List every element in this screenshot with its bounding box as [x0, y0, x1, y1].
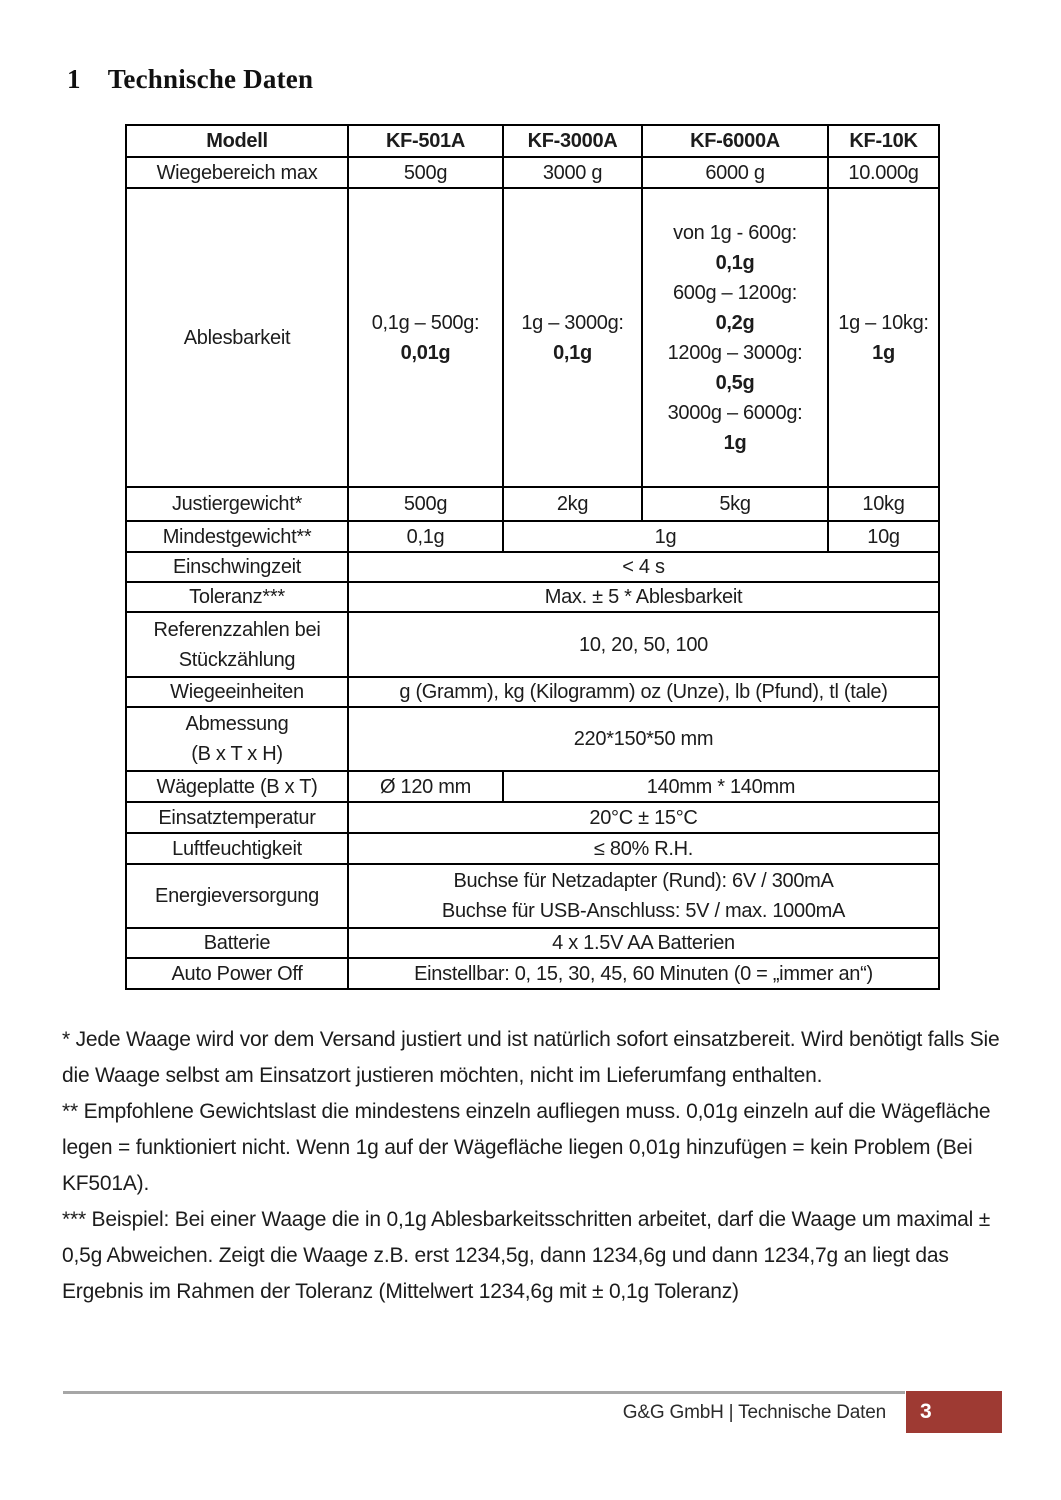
cell-mindestgewicht-kf3000a-kf6000a: 1g — [503, 521, 828, 552]
readability-value: 1g — [872, 341, 895, 364]
footnote-toleranz: *** Beispiel: Bei einer Waage die in 0,1g Ablesbarkeitsschritten arbeitet, darf die Waage um maximal ± 0,5g Abweichen. Zeigt die Waage z.B. erst 1234,5g, dann 1234,6g und dann 1234,7g an liegt das Ergebnis im Rahmen der Toleranz (Mittelwert 1234,6g mit ± 0,1g Toleranz) — [62, 1208, 991, 1303]
label-justiergewicht: Justiergewicht* — [126, 487, 348, 521]
header-cell-kf501a: KF-501A — [348, 125, 503, 157]
range-text: 1200g – 3000g: — [667, 341, 803, 364]
range-text: 3000g – 6000g: — [667, 401, 803, 424]
label-wiegeeinheiten: Wiegeeinheiten — [126, 677, 348, 707]
label-line: Stückzählung — [178, 648, 296, 671]
cell-justiergewicht-kf10k: 10kg — [828, 487, 939, 521]
footer-divider — [63, 1391, 905, 1394]
cell-mindestgewicht-kf10k: 10g — [828, 521, 939, 552]
cell-wiegeeinheiten-value: g (Gramm), kg (Kilogramm) oz (Unze), lb (Pfund), tl (tale) — [348, 677, 939, 707]
label-line: Abmessung — [185, 713, 289, 735]
label-waegeplatte: Wägeplatte (B x T) — [126, 771, 348, 802]
cell-wiegebereich-kf6000a: 6000 g — [642, 157, 828, 188]
row-einsatztemperatur — [126, 802, 939, 833]
cell-energieversorgung-value — [348, 864, 939, 928]
row-ablesbarkeit — [126, 188, 939, 487]
cell-justiergewicht-kf3000a: 2kg — [503, 487, 642, 521]
technical-data-table — [125, 124, 940, 990]
cell-auto-power-off-value: Einstellbar: 0, 15, 30, 45, 60 Minuten (0 = „immer an“) — [348, 958, 939, 989]
label-batterie: Batterie — [126, 928, 348, 958]
row-justiergewicht — [126, 487, 939, 521]
row-luftfeuchtigkeit — [126, 833, 939, 864]
row-abmessung — [126, 707, 939, 771]
label-mindestgewicht: Mindestgewicht** — [126, 521, 348, 552]
label-energieversorgung: Energieversorgung — [126, 864, 348, 928]
header-cell-kf6000a: KF-6000A — [642, 125, 828, 157]
label-luftfeuchtigkeit: Luftfeuchtigkeit — [126, 833, 348, 864]
readability-value: 0,5g — [715, 371, 755, 394]
cell-wiegebereich-kf10k: 10.000g — [828, 157, 939, 188]
readability-value: 0,2g — [715, 311, 755, 334]
label-einschwingzeit: Einschwingzeit — [126, 552, 348, 582]
cell-ablesbarkeit-kf501a — [348, 188, 503, 487]
readability-value: 0,01g — [400, 341, 451, 364]
footnote-mindestgewicht: ** Empfohlene Gewichtslast die mindestens einzeln aufliegen muss. 0,01g einzeln auf die Wägefläche legen = funktioniert nicht. Wenn 1g auf der Wägefläche liegen 0,01g hinzufügen = kein Problem (Bei KF501A). — [62, 1100, 991, 1195]
label-auto-power-off: Auto Power Off — [126, 958, 348, 989]
row-referenzzahlen — [126, 612, 939, 677]
cell-waegeplatte-others: 140mm * 140mm — [503, 771, 939, 802]
row-batterie — [126, 928, 939, 958]
cell-abmessung-value: 220*150*50 mm — [348, 707, 939, 771]
label-line: (B x T x H) — [191, 743, 283, 765]
range-text: 0,1g – 500g: — [371, 311, 480, 334]
footnote-justiergewicht: * Jede Waage wird vor dem Versand justiert und ist natürlich sofort einsatzbereit. Wird benötigt falls Sie die Waage selbst am Einsatzort justieren möchten, nicht im Lieferumfang enthalten. — [62, 1028, 1000, 1087]
section-number: 1 — [67, 64, 81, 94]
page-number-badge: 3 — [906, 1391, 1002, 1433]
footnotes-block — [62, 1022, 1004, 1310]
cell-mindestgewicht-kf501a: 0,1g — [348, 521, 503, 552]
row-wiegebereich — [126, 157, 939, 188]
footer-text: G&G GmbH | Technische Daten — [622, 1402, 886, 1423]
cell-ablesbarkeit-kf10k — [828, 188, 939, 487]
range-text: von 1g - 600g: — [673, 221, 797, 244]
row-mindestgewicht — [126, 521, 939, 552]
label-line: Referenzzahlen bei — [153, 618, 321, 641]
power-line-adapter: Buchse für Netzadapter (Rund): 6V / 300mA — [453, 870, 834, 892]
label-referenzzahlen — [126, 612, 348, 677]
range-text: 1g – 10kg: — [838, 311, 929, 334]
header-cell-modell: Modell — [126, 125, 348, 157]
cell-waegeplatte-kf501a: Ø 120 mm — [348, 771, 503, 802]
label-ablesbarkeit: Ablesbarkeit — [126, 188, 348, 487]
header-cell-kf3000a: KF-3000A — [503, 125, 642, 157]
label-wiegebereich: Wiegebereich max — [126, 157, 348, 188]
row-waegeplatte — [126, 771, 939, 802]
readability-value: 0,1g — [715, 251, 755, 274]
range-text: 1g – 3000g: — [521, 311, 624, 334]
cell-justiergewicht-kf6000a: 5kg — [642, 487, 828, 521]
range-text: 600g – 1200g: — [672, 281, 797, 304]
power-line-usb: Buchse für USB-Anschluss: 5V / max. 1000mA — [441, 900, 846, 922]
row-einschwingzeit — [126, 552, 939, 582]
cell-ablesbarkeit-kf3000a — [503, 188, 642, 487]
section-title-text: Technische Daten — [107, 64, 314, 94]
row-energieversorgung — [126, 864, 939, 928]
header-cell-kf10k: KF-10K — [828, 125, 939, 157]
readability-value: 1g — [723, 431, 747, 454]
row-header — [126, 125, 939, 157]
cell-referenzzahlen-value: 10, 20, 50, 100 — [348, 612, 939, 677]
row-wiegeeinheiten — [126, 677, 939, 707]
cell-wiegebereich-kf501a: 500g — [348, 157, 503, 188]
cell-ablesbarkeit-kf6000a — [642, 188, 828, 487]
cell-toleranz-value: Max. ± 5 * Ablesbarkeit — [348, 582, 939, 612]
page-footer — [63, 1391, 1002, 1434]
cell-wiegebereich-kf3000a: 3000 g — [503, 157, 642, 188]
label-abmessung — [126, 707, 348, 771]
cell-einschwingzeit-value: < 4 s — [348, 552, 939, 582]
label-toleranz: Toleranz*** — [126, 582, 348, 612]
row-toleranz — [126, 582, 939, 612]
page-title — [67, 64, 313, 95]
cell-luftfeuchtigkeit-value: ≤ 80% R.H. — [348, 833, 939, 864]
cell-batterie-value: 4 x 1.5V AA Batterien — [348, 928, 939, 958]
label-einsatztemperatur: Einsatztemperatur — [126, 802, 348, 833]
cell-justiergewicht-kf501a: 500g — [348, 487, 503, 521]
cell-einsatztemperatur-value: 20°C ± 15°C — [348, 802, 939, 833]
row-auto-power-off — [126, 958, 939, 989]
readability-value: 0,1g — [553, 341, 592, 364]
